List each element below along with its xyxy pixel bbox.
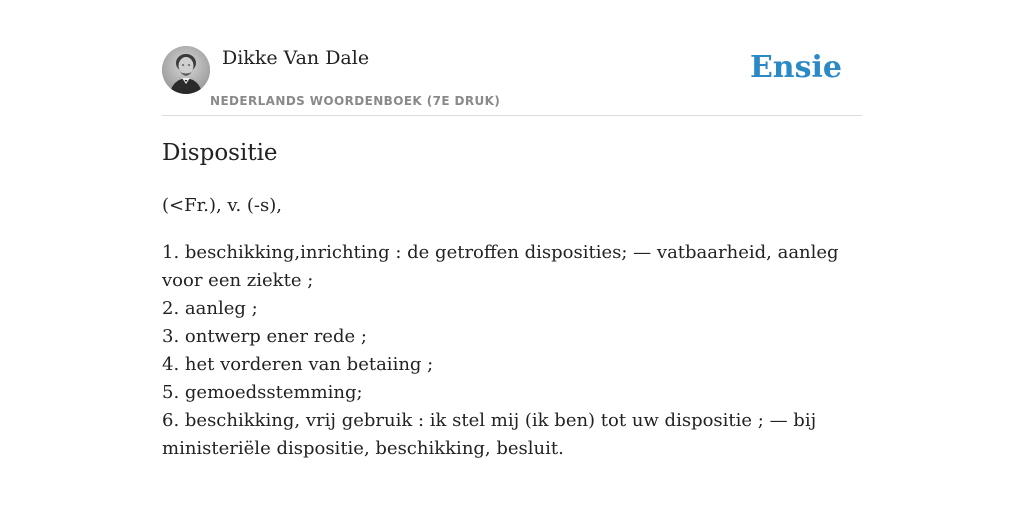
definition-item: 3. ontwerp ener rede ; bbox=[162, 326, 367, 347]
entry-header bbox=[162, 44, 862, 116]
definition-item: 4. het vorderen van betaiing ; bbox=[162, 354, 434, 375]
author-name[interactable]: Dikke Van Dale bbox=[222, 47, 370, 69]
definition-item: 1. beschikking,inrichting : de getroffen disposities; — vatbaarheid, aanleg voor een ziekte ; bbox=[162, 242, 839, 291]
brand-logo[interactable]: Ensie bbox=[749, 50, 842, 85]
portrait-avatar-icon bbox=[162, 46, 210, 94]
author-avatar[interactable] bbox=[162, 46, 210, 94]
definition-item: 2. aanleg ; bbox=[162, 298, 258, 319]
source-label: NEDERLANDS WOORDENBOEK (7E DRUK) bbox=[210, 94, 501, 108]
definition-list bbox=[162, 239, 852, 463]
entry-title: Dispositie bbox=[162, 140, 278, 166]
definition-item: 6. beschikking, vrij gebruik : ik stel mij (ik ben) tot uw dispositie ; — bij ministeriële dispositie, beschikking, besluit. bbox=[162, 410, 817, 459]
definition-item: 5. gemoedsstemming; bbox=[162, 382, 363, 403]
entry-grammar: (<Fr.), v. (-s), bbox=[162, 195, 282, 216]
